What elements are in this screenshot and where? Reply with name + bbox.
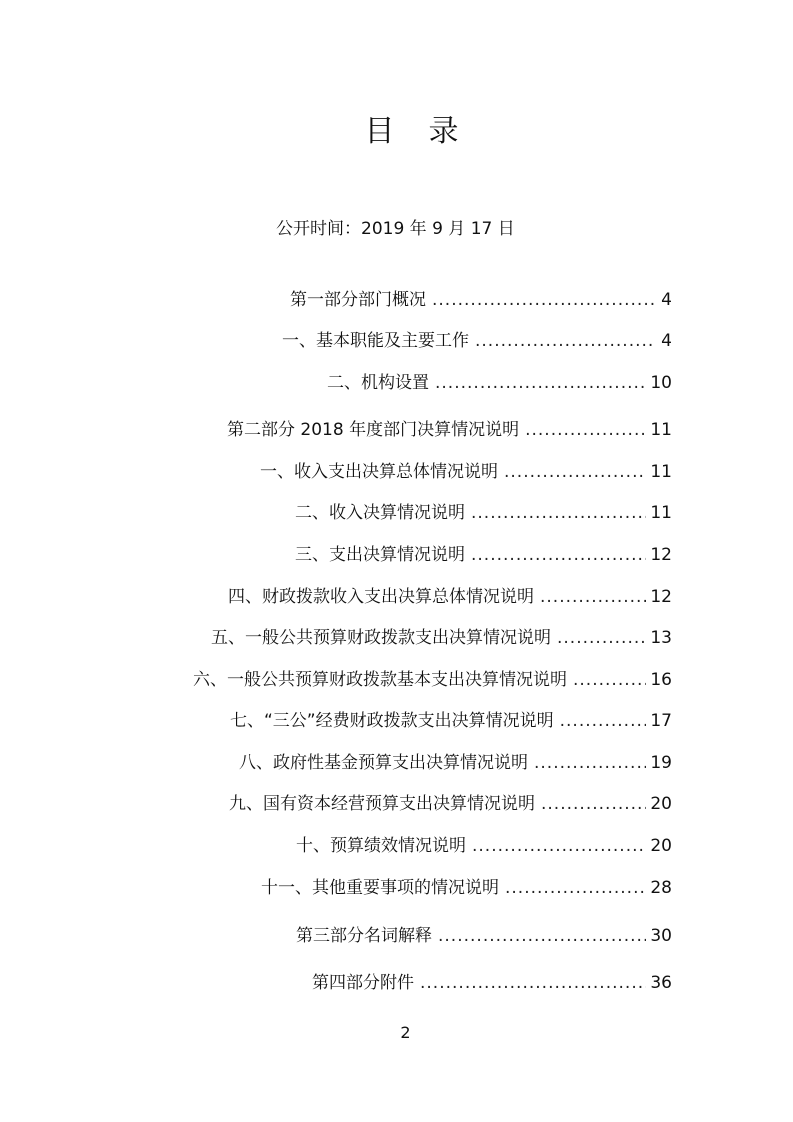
toc-leader-dots <box>435 373 646 393</box>
toc-entry-label: 一、收入支出决算总体情况说明 <box>260 462 498 482</box>
toc-leader-dots <box>420 973 646 993</box>
toc-entry-part-1[interactable] <box>290 285 672 309</box>
toc-leader-dots <box>560 711 647 731</box>
toc-entry-label: 第一部分部门概况 <box>290 290 426 310</box>
toc-entry-label: 十、预算绩效情况说明 <box>296 836 466 856</box>
toc-leader-dots <box>525 420 646 440</box>
toc-entry-page: 13 <box>650 628 672 648</box>
toc-entry-overall[interactable] <box>260 457 672 481</box>
toc-entry-three-public[interactable] <box>230 706 672 730</box>
toc-entry-functions[interactable] <box>282 326 672 350</box>
toc-entry-label: 二、收入决算情况说明 <box>295 503 465 523</box>
toc-leader-dots <box>471 545 646 565</box>
toc-entry-organization[interactable] <box>327 368 672 392</box>
toc-entry-general-budget[interactable] <box>211 623 672 647</box>
toc-entry-basic-expenditure[interactable] <box>193 665 672 689</box>
toc-leader-dots <box>557 628 646 648</box>
toc-entry-page: 30 <box>650 926 672 946</box>
toc-entry-fiscal-overall[interactable] <box>228 582 672 606</box>
toc-entry-page: 17 <box>650 711 672 731</box>
toc-leader-dots <box>475 331 654 351</box>
toc-entry-part-3[interactable] <box>296 921 672 945</box>
toc-entry-label: 八、政府性基金预算支出决算情况说明 <box>239 753 528 773</box>
toc-entry-label: 六、一般公共预算财政拨款基本支出决算情况说明 <box>193 670 567 690</box>
toc-entry-page: 19 <box>650 753 672 773</box>
toc-entry-page: 11 <box>650 420 672 440</box>
toc-leader-dots <box>504 462 646 482</box>
toc-title-char-1: 目 <box>364 114 395 149</box>
toc-entry-label: 第三部分名词解释 <box>296 926 432 946</box>
toc-entry-state-capital[interactable] <box>229 789 672 813</box>
toc-entry-label: 二、机构设置 <box>327 373 429 393</box>
toc-entry-page: 20 <box>650 836 672 856</box>
toc-entry-label: 第二部分 2018 年度部门决算情况说明 <box>227 420 520 440</box>
toc-entry-other-matters[interactable] <box>261 873 672 897</box>
toc-entry-label: 五、一般公共预算财政拨款支出决算情况说明 <box>211 628 551 648</box>
toc-entry-expenditure[interactable] <box>295 540 672 564</box>
toc-leader-dots <box>438 926 646 946</box>
toc-entry-label: 九、国有资本经营预算支出决算情况说明 <box>229 794 535 814</box>
toc-leader-dots <box>432 290 654 310</box>
toc-entry-page: 28 <box>650 878 672 898</box>
toc-entry-part-4[interactable] <box>312 968 672 992</box>
toc-entry-page: 11 <box>650 462 672 482</box>
toc-entry-page: 36 <box>650 973 672 993</box>
toc-title-char-2: 录 <box>428 114 459 149</box>
toc-leader-dots <box>541 794 646 814</box>
toc-entry-income[interactable] <box>295 498 672 522</box>
toc-entry-page: 12 <box>650 587 672 607</box>
toc-entry-label: 一、基本职能及主要工作 <box>282 331 469 351</box>
toc-leader-dots <box>471 503 646 523</box>
toc-entry-label: 七、“三公”经费财政拨款支出决算情况说明 <box>230 711 554 731</box>
toc-entry-label: 四、财政拨款收入支出决算总体情况说明 <box>228 587 534 607</box>
toc-entry-government-fund[interactable] <box>239 748 672 772</box>
toc-entry-label: 第四部分附件 <box>312 973 414 993</box>
toc-entry-page: 4 <box>661 290 672 310</box>
toc-entry-page: 20 <box>650 794 672 814</box>
page-number: 2 <box>400 1023 411 1042</box>
toc-entry-performance[interactable] <box>296 831 672 855</box>
toc-entry-page: 4 <box>661 331 672 351</box>
toc-leader-dots <box>472 836 646 856</box>
toc-entry-page: 12 <box>650 545 672 565</box>
toc-leader-dots <box>534 753 646 773</box>
publish-date: 公开时间：2019 年 9 月 17 日 <box>276 219 515 239</box>
toc-leader-dots <box>573 670 646 690</box>
toc-entry-label: 三、支出决算情况说明 <box>295 545 465 565</box>
toc-entry-label: 十一、其他重要事项的情况说明 <box>261 878 499 898</box>
toc-entry-page: 10 <box>650 373 672 393</box>
toc-entry-part-2[interactable] <box>227 415 672 439</box>
toc-leader-dots <box>540 587 646 607</box>
toc-leader-dots <box>505 878 646 898</box>
toc-entry-page: 11 <box>650 503 672 523</box>
toc-entry-page: 16 <box>650 670 672 690</box>
